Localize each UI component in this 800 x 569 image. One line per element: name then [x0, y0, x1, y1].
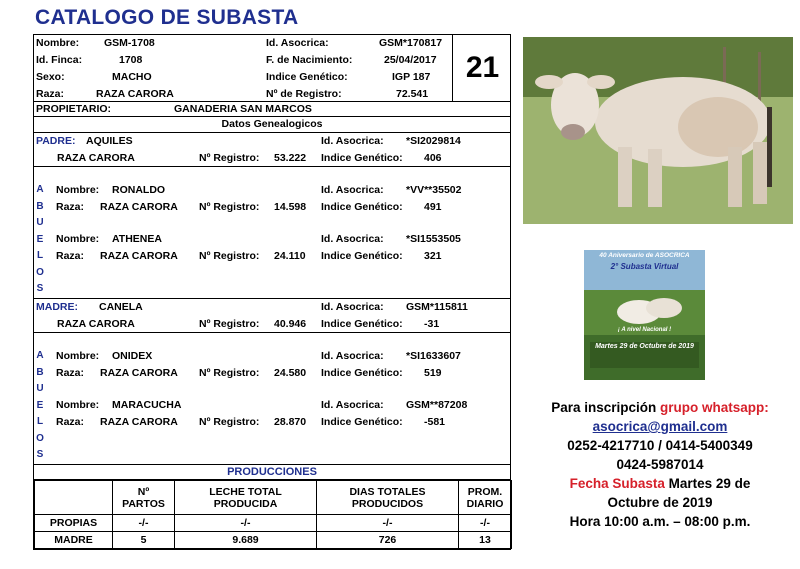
phones-line-2: 0424-5987014	[616, 457, 704, 472]
animal-info	[34, 35, 510, 102]
madre-registro-label: Nº Registro:	[199, 318, 260, 330]
phones-line-1: 0252-4217710 / 0414-5400349	[567, 438, 753, 453]
prod-cell: 9.689	[175, 532, 317, 549]
abuelo1-indice-label: Indice Genético:	[321, 201, 403, 213]
poster-line1: 40 Aniversario de ASOCRICA	[599, 252, 690, 259]
catalog-table	[33, 34, 511, 550]
prod-header-1: Nº PARTOS	[113, 481, 175, 515]
fecha-line	[520, 474, 800, 493]
prod-header-3: DIAS TOTALES PRODUCIDOS	[317, 481, 459, 515]
producciones-header-row	[35, 481, 512, 515]
owner-row	[34, 102, 510, 117]
sexo-value: MACHO	[112, 71, 152, 83]
abuela1-nombre: ATHENEA	[112, 233, 162, 245]
abuelo2-indice-label: Indice Genético:	[321, 367, 403, 379]
catalog-sheet	[33, 34, 511, 550]
abuela2-nombre-label: Nombre:	[56, 399, 100, 411]
prod-cell: -/-	[459, 515, 512, 532]
prod-cell: 13	[459, 532, 512, 549]
abuelo1-asocrica: *VV**35502	[406, 184, 462, 196]
abuelo2-nombre: ONIDEX	[112, 350, 153, 362]
abuela2-raza: RAZA CARORA	[100, 416, 178, 428]
prod-header-0	[35, 481, 113, 515]
raza-label: Raza:	[36, 88, 65, 100]
abuelo1-raza-label: Raza:	[56, 201, 85, 213]
email-link[interactable]: asocrica@gmail.com	[592, 419, 728, 434]
nombre-label: Nombre:	[36, 37, 80, 49]
abuelo2-nombre-label: Nombre:	[56, 350, 100, 362]
madre-indice: -31	[424, 318, 440, 330]
padre-indice: 406	[424, 152, 442, 164]
abuela2-indice: -581	[424, 416, 446, 428]
abuelos-vertical-label-2: A B U E L O S	[36, 350, 44, 460]
asocrica-label: Id. Asocrica:	[266, 37, 329, 49]
catalog-title: CATALOGO DE SUBASTA	[35, 6, 299, 29]
fecha-line-2: Octubre de 2019	[607, 495, 713, 510]
abuelo1-nombre: RONALDO	[112, 184, 166, 196]
abuela1-registro: 24.110	[274, 250, 306, 262]
abuela1-registro-label: Nº Registro:	[199, 250, 260, 262]
producciones-table	[34, 480, 512, 549]
padre-label: PADRE:	[36, 135, 76, 147]
prod-cell: MADRE	[35, 532, 113, 549]
padre-asocrica-label: Id. Asocrica:	[321, 135, 384, 147]
padre-raza: RAZA CARORA	[57, 152, 135, 164]
finca-label: Id. Finca:	[36, 54, 83, 66]
table-row	[35, 515, 512, 532]
sexo-label: Sexo:	[36, 71, 65, 83]
abuelo1-asocrica-label: Id. Asocrica:	[321, 184, 384, 196]
prod-cell: 726	[317, 532, 459, 549]
abuelo2-raza: RAZA CARORA	[100, 367, 178, 379]
madre-nombre: CANELA	[99, 301, 143, 313]
abuelo1-raza: RAZA CARORA	[100, 201, 178, 213]
abuela1-indice-label: Indice Genético:	[321, 250, 403, 262]
abuelos-paternos-block	[34, 182, 510, 299]
padre-registro-label: Nº Registro:	[199, 152, 260, 164]
abuelo2-raza-label: Raza:	[56, 367, 85, 379]
padre-registro: 53.222	[274, 152, 307, 164]
inscripcion-prefix: Para inscripción	[551, 400, 661, 415]
contact-info	[520, 398, 800, 531]
prod-cell: 5	[113, 532, 175, 549]
fecha-value: Martes 29 de	[664, 476, 751, 491]
nacimiento-label: F. de Nacimiento:	[266, 54, 353, 66]
madre-label: MADRE:	[36, 301, 78, 313]
abuela1-raza: RAZA CARORA	[100, 250, 178, 262]
abuelo1-registro: 14.598	[274, 201, 307, 213]
abuelo2-asocrica-label: Id. Asocrica:	[321, 350, 384, 362]
abuela2-asocrica-label: Id. Asocrica:	[321, 399, 384, 411]
bull-illustration	[523, 37, 793, 224]
prod-cell: -/-	[317, 515, 459, 532]
inscripcion-line	[520, 398, 800, 417]
padre-nombre: AQUILES	[86, 135, 133, 147]
madre-indice-label: Indice Genético:	[321, 318, 403, 330]
bull-photo	[523, 37, 793, 224]
raza-value: RAZA CARORA	[96, 88, 174, 100]
padre-asocrica: *SI2029814	[406, 135, 461, 147]
poster-line4: Martes 29 de Octubre de 2019	[595, 343, 694, 350]
abuelo1-registro-label: Nº Registro:	[199, 201, 260, 213]
lot-number: 21	[452, 35, 512, 101]
abuelo2-registro-label: Nº Registro:	[199, 367, 260, 379]
prod-header-2: LECHE TOTAL PRODUCIDA	[175, 481, 317, 515]
prod-cell: PROPIAS	[35, 515, 113, 532]
padre-indice-label: Indice Genético:	[321, 152, 403, 164]
prod-header-4: PROM. DIARIO	[459, 481, 512, 515]
table-row	[35, 532, 512, 549]
abuela1-asocrica-label: Id. Asocrica:	[321, 233, 384, 245]
genealogy-header: Datos Genealogicos	[34, 117, 510, 133]
madre-raza: RAZA CARORA	[57, 318, 135, 330]
fecha-label: Fecha Subasta	[569, 476, 665, 491]
madre-registro: 40.946	[274, 318, 307, 330]
abuela2-asocrica: GSM**87208	[406, 399, 468, 411]
abuela2-registro-label: Nº Registro:	[199, 416, 260, 428]
poster-line3: ¡ A nivel Nacional !	[617, 327, 672, 333]
abuela1-asocrica: *SI1553505	[406, 233, 461, 245]
whatsapp-group-label: grupo whatsapp:	[660, 400, 769, 415]
abuela1-indice: 321	[424, 250, 442, 262]
abuela1-raza-label: Raza:	[56, 250, 85, 262]
registro-label: Nº de Registro:	[266, 88, 342, 100]
abuelo1-indice: 491	[424, 201, 442, 213]
registro-value: 72.541	[396, 88, 429, 100]
nombre-value: GSM-1708	[104, 37, 155, 49]
abuela2-registro: 28.870	[274, 416, 307, 428]
abuela2-nombre: MARACUCHA	[112, 399, 182, 411]
abuelos-maternos-block	[34, 348, 510, 465]
propietario-label: PROPIETARIO:	[36, 103, 112, 115]
indice-label: Indice Genético:	[266, 71, 348, 83]
propietario-value: GANADERIA SAN MARCOS	[174, 103, 312, 115]
madre-asocrica-label: Id. Asocrica:	[321, 301, 384, 313]
abuelo2-registro: 24.580	[274, 367, 307, 379]
nacimiento-value: 25/04/2017	[384, 54, 437, 66]
abuela2-indice-label: Indice Genético:	[321, 416, 403, 428]
finca-value: 1708	[119, 54, 143, 66]
hora-line: Hora 10:00 a.m. – 08:00 p.m.	[569, 514, 751, 529]
asocrica-value: GSM*170817	[379, 37, 443, 49]
producciones-title: PRODUCCIONES	[34, 465, 510, 480]
poster-line2: 2° Subasta Virtual	[610, 262, 679, 271]
abuelos-vertical-label: A B U E L O S	[36, 184, 44, 294]
auction-poster	[584, 250, 705, 380]
padre-block	[34, 133, 510, 167]
madre-block	[34, 299, 510, 333]
prod-cell: -/-	[175, 515, 317, 532]
abuelo2-asocrica: *SI1633607	[406, 350, 461, 362]
abuelo1-nombre-label: Nombre:	[56, 184, 100, 196]
prod-cell: -/-	[113, 515, 175, 532]
indice-value: IGP 187	[392, 71, 431, 83]
abuela1-nombre-label: Nombre:	[56, 233, 100, 245]
madre-asocrica: GSM*115811	[406, 301, 468, 313]
abuelo2-indice: 519	[424, 367, 442, 379]
abuela2-raza-label: Raza:	[56, 416, 85, 428]
